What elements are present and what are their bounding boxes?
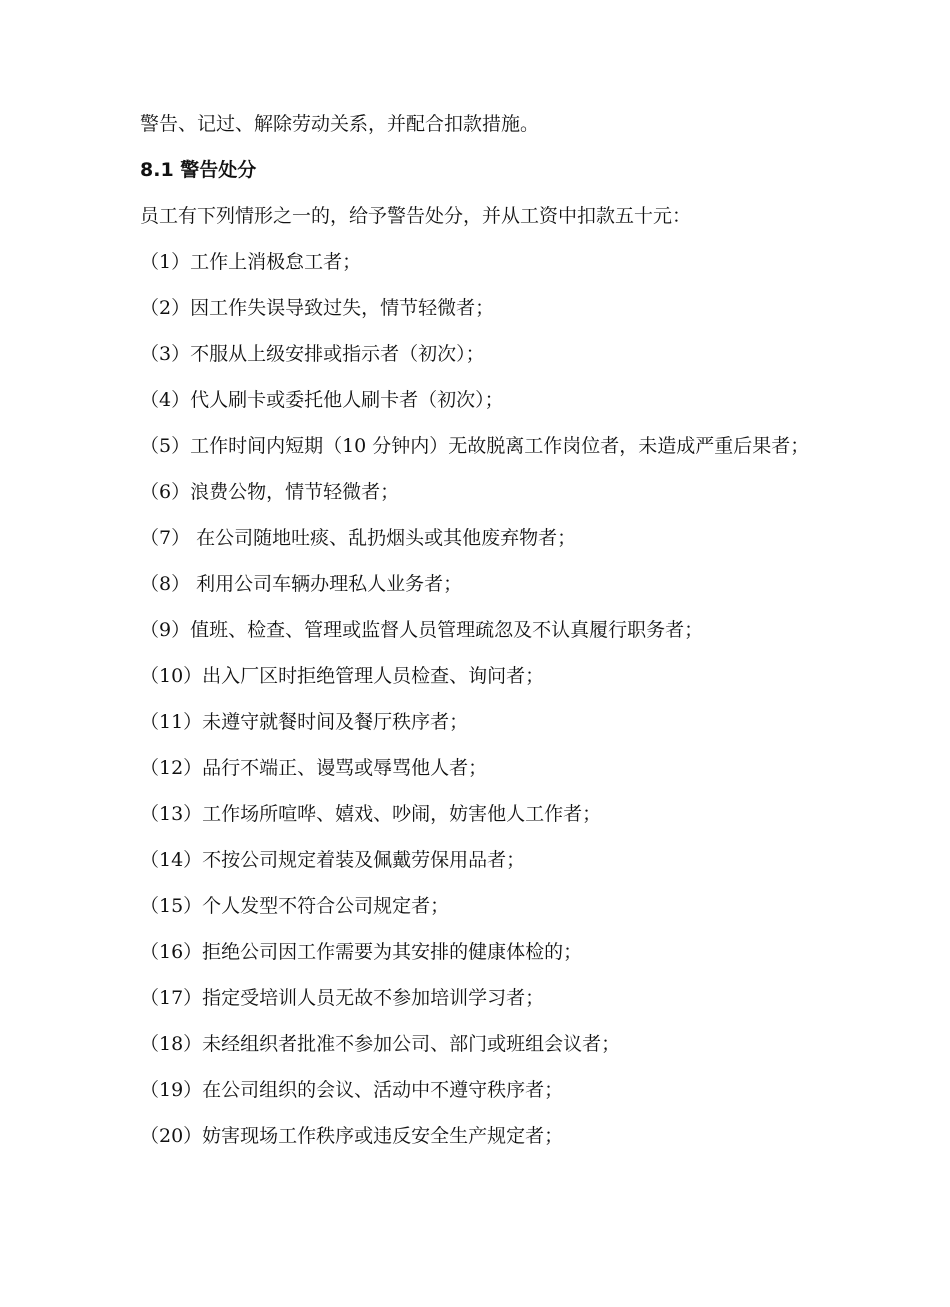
list-item: （16）拒绝公司因工作需要为其安排的健康体检的； — [140, 941, 583, 963]
list-item: （9）值班、检查、管理或监督人员管理疏忽及不认真履行职务者； — [140, 619, 704, 641]
list-item: （6）浪费公物，情节轻微者； — [140, 481, 400, 503]
list-item: （14）不按公司规定着装及佩戴劳保用品者； — [140, 849, 526, 871]
list-item: （15）个人发型不符合公司规定者； — [140, 895, 450, 917]
list-item: （12）品行不端正、谩骂或辱骂他人者； — [140, 757, 488, 779]
list-item: （11）未遵守就餐时间及餐厅秩序者； — [140, 711, 469, 733]
list-item: （8） 利用公司车辆办理私人业务者； — [140, 573, 463, 595]
list-item: （10）出入厂区时拒绝管理人员检查、询问者； — [140, 665, 545, 687]
list-item: （4）代人刷卡或委托他人刷卡者（初次）； — [140, 389, 504, 411]
list-item: （18）未经组织者批准不参加公司、部门或班组会议者； — [140, 1033, 621, 1055]
list-item: （20）妨害现场工作秩序或违反安全生产规定者； — [140, 1125, 564, 1147]
list-item: （5）工作时间内短期（10 分钟内）无故脱离工作岗位者，未造成严重后果者； — [140, 435, 810, 457]
rule-list — [140, 250, 820, 1148]
list-item: （2）因工作失误导致过失，情节轻微者； — [140, 297, 495, 319]
list-item: （1）工作上消极怠工者； — [140, 251, 362, 273]
list-item: （19）在公司组织的会议、活动中不遵守秩序者； — [140, 1079, 564, 1101]
list-item: （17）指定受培训人员无故不参加培训学习者； — [140, 987, 545, 1009]
document-body — [140, 112, 820, 1170]
list-item: （13）工作场所喧哗、嬉戏、吵闹，妨害他人工作者； — [140, 803, 602, 825]
section-heading: 8.1 警告处分 — [140, 159, 257, 181]
list-item: （7） 在公司随地吐痰、乱扔烟头或其他废弃物者； — [140, 527, 577, 549]
intro-paragraph: 员工有下列情形之一的，给予警告处分，并从工资中扣款五十元： — [140, 205, 692, 227]
list-item: （3）不服从上级安排或指示者（初次）； — [140, 343, 485, 365]
lead-paragraph: 警告、记过、解除劳动关系，并配合扣款措施。 — [140, 113, 540, 135]
